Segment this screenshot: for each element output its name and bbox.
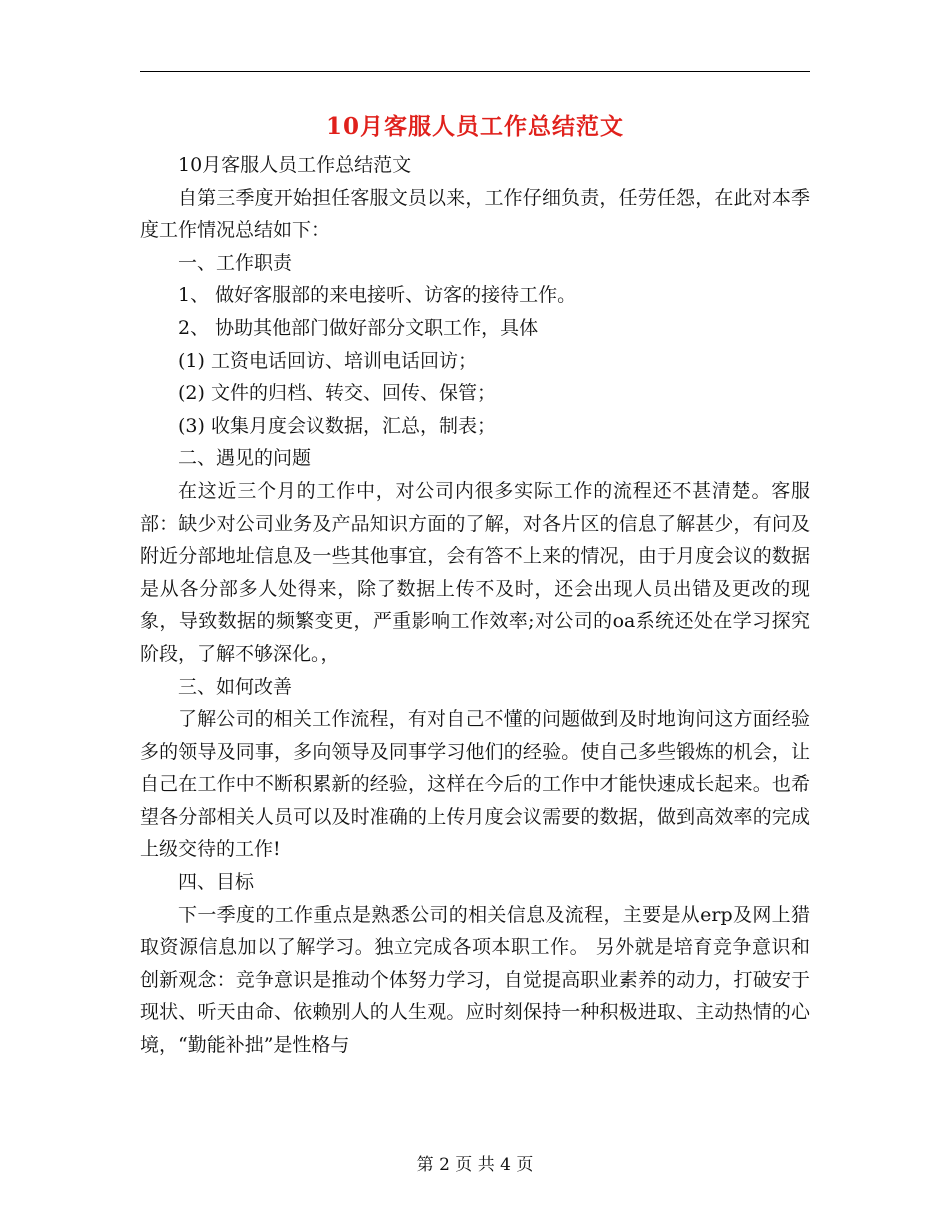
list-item-subduty-1: (1) 工资电话回访、培训电话回访； — [178, 349, 477, 372]
paragraph-improvement: 了解公司的相关工作流程，有对自己不懂的问题做到及时地询问这方面经验多的领导及同事，多向领导及同事学习他们的经验。使自己多些锻炼的机会，让自己在工作中不断积累新的经验，这样在今后的工作中才能快速成长起来。也希望各分部相关人员可以及时准确的上传月度会议需要的数据，做到高效率的完成上级交待的工作! — [140, 708, 810, 861]
section-heading-improvement: 三、如何改善 — [178, 675, 293, 698]
list-item-subduty-3: (3) 收集月度会议数据，汇总，制表； — [178, 414, 496, 437]
header-rule — [140, 71, 810, 72]
page-number-footer: 第 2 页 共 4 页 — [416, 1155, 534, 1175]
paragraph-problems: 在这近三个月的工作中，对公司内很多实际工作的流程还不甚清楚。客服部：缺少对公司业务及产品知识方面的了解，对各片区的信息了解甚少，有问及附近分部地址信息及一些其他事宜，会有答不上来的情况，由于月度会议的数据是从各分部多人处得来，除了数据上传不及时，还会出现人员出错及更改的现象，导致数据的频繁变更，严重影响工作效率;对公司的oa系统还处在学习探究阶段，了解不够深化。， — [140, 479, 810, 665]
document-title: 10月客服人员工作总结范文 — [325, 113, 624, 140]
section-heading-problems: 二、遇见的问题 — [178, 447, 312, 470]
section-heading-goals: 四、目标 — [178, 871, 255, 894]
section-heading-duties: 一、工作职责 — [178, 251, 293, 274]
paragraph-goals: 下一季度的工作重点是熟悉公司的相关信息及流程，主要是从erp及网上猎取资源信息加以了解学习。独立完成各项本职工作。 另外就是培育竞争意识和创新观念：竞争意识是推动个体努力学习，自觉提高职业素养的动力，打破安于现状、听天由命、依赖别人的人生观。应时刻保持一种积极进取、主动热情的心境，“勤能补拙”是性格与 — [140, 903, 810, 1057]
paragraph-intro: 自第三季度开始担任客服文员以来，工作仔细负责，任劳任怨，在此对本季度工作情况总结如下： — [140, 186, 810, 242]
paragraph-subtitle: 10月客服人员工作总结范文 — [178, 154, 412, 176]
document-body — [140, 149, 810, 1062]
list-item-duty-2: 2、 协助其他部门做好部分文职工作，具体 — [178, 316, 539, 339]
list-item-subduty-2: (2) 文件的归档、转交、回传、保管； — [178, 382, 496, 405]
list-item-duty-1: 1、 做好客服部的来电接听、访客的接待工作。 — [178, 284, 577, 307]
